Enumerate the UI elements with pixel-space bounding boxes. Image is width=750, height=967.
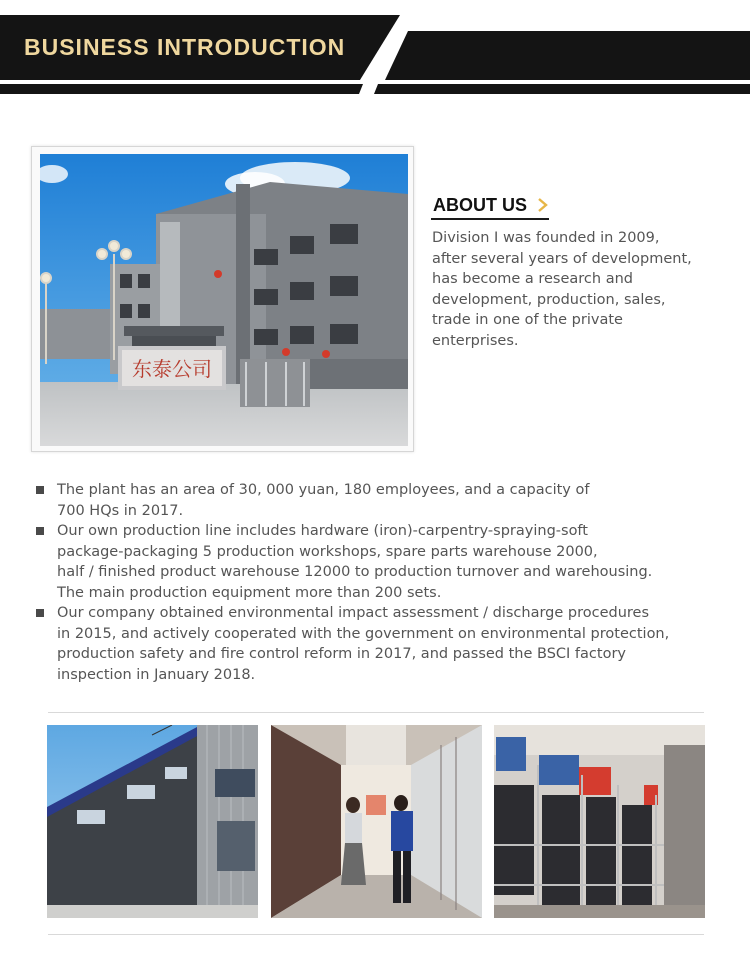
banner-title: BUSINESS INTRODUCTION bbox=[24, 34, 346, 60]
list-item-line: Our own production line includes hardware (iron)-carpentry-spraying-soft bbox=[57, 523, 588, 539]
warehouse-shelves-photo bbox=[494, 725, 705, 918]
factory-exterior-photo bbox=[47, 725, 258, 918]
about-line: after several years of development, bbox=[432, 250, 692, 267]
section-banner bbox=[0, 0, 750, 100]
list-item-line: production safety and fire control reform in 2017, and passed the BSCI factory bbox=[57, 646, 626, 662]
list-item bbox=[36, 521, 736, 603]
company-facts-list bbox=[36, 480, 736, 685]
bullet-square-icon bbox=[36, 609, 44, 617]
about-line: Division I was founded in 2009, bbox=[432, 230, 660, 246]
about-us-heading: ABOUT US bbox=[433, 195, 527, 215]
building-image bbox=[40, 154, 408, 446]
bullet-square-icon bbox=[36, 527, 44, 535]
office-corridor-photo bbox=[271, 725, 482, 918]
bullet-square-icon bbox=[36, 486, 44, 494]
list-item-line: Our company obtained environmental impact assessment / discharge procedures bbox=[57, 605, 650, 621]
about-us-text bbox=[432, 228, 732, 351]
list-item-line: inspection in January 2018. bbox=[57, 666, 256, 683]
list-item-line: in 2015, and actively cooperated with the government on environmental protection, bbox=[57, 625, 670, 642]
about-line: development, production, sales, bbox=[432, 291, 666, 308]
about-line: enterprises. bbox=[432, 332, 519, 349]
about-us-underline bbox=[431, 218, 549, 220]
list-item-line: 700 HQs in 2017. bbox=[57, 502, 184, 519]
chevron-right-icon bbox=[536, 197, 550, 213]
company-building-photo bbox=[31, 146, 414, 452]
about-line: trade in one of the private bbox=[432, 312, 623, 328]
sign-text: 东泰公司 bbox=[132, 357, 212, 381]
gallery-divider-top bbox=[48, 712, 704, 713]
list-item bbox=[36, 603, 736, 685]
gallery-divider-bottom bbox=[48, 934, 704, 935]
list-item-line: package-packaging 5 production workshops, spare parts warehouse 2000, bbox=[57, 543, 598, 560]
list-item-line: half / finished product warehouse 12000 to production turnover and warehousing. bbox=[57, 564, 653, 580]
list-item-line: The plant has an area of 30, 000 yuan, 180 employees, and a capacity of bbox=[57, 482, 590, 498]
list-item bbox=[36, 480, 736, 521]
list-item-line: The main production equipment more than 200 sets. bbox=[57, 584, 442, 601]
about-line: has become a research and bbox=[432, 271, 633, 287]
